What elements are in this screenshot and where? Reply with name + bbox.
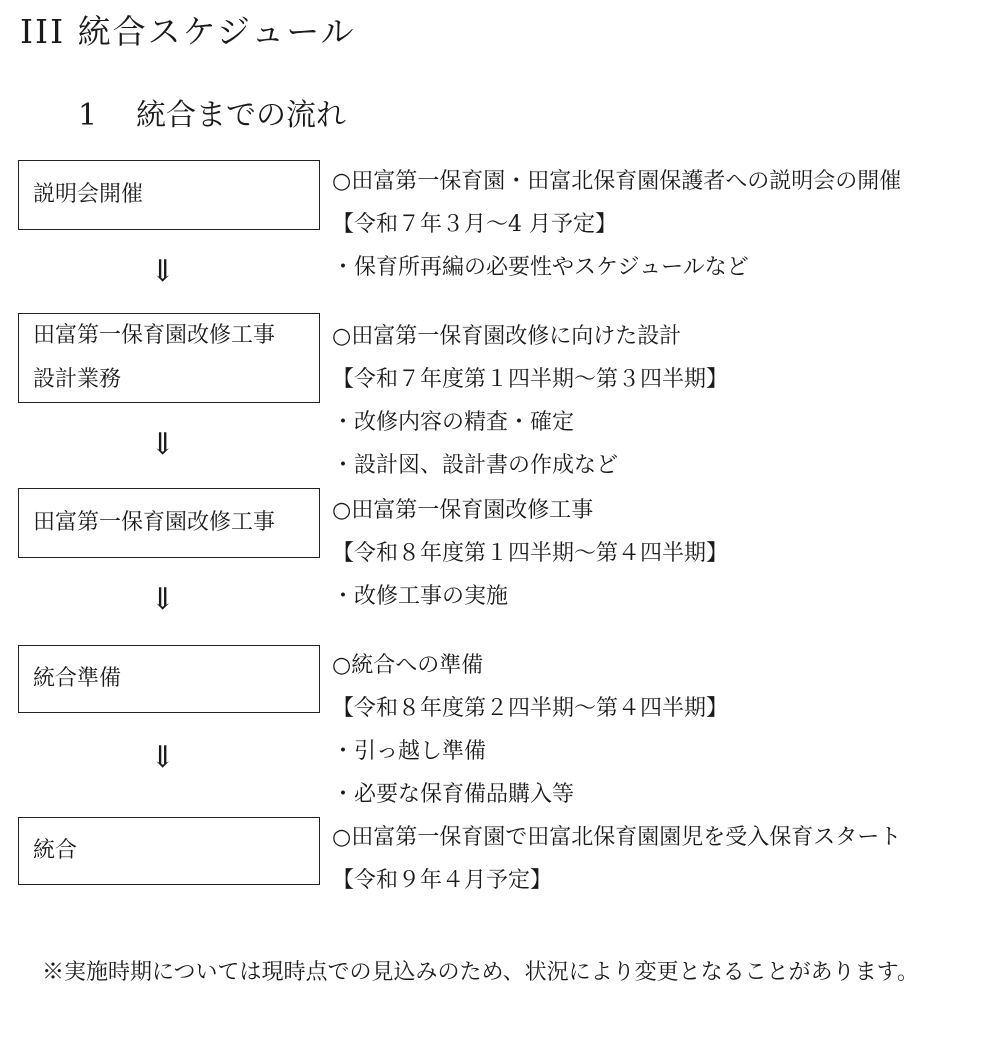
step-box-design-work bbox=[18, 313, 320, 403]
step-box-merger bbox=[18, 817, 320, 885]
step-box-explanation-meeting bbox=[18, 160, 320, 230]
step-description-merger-preparation bbox=[332, 644, 1002, 816]
section-title bbox=[78, 93, 346, 139]
step-desc-line: ・設計図、設計書の作成など bbox=[332, 453, 619, 478]
step-desc-line: ○田富第一保育園で田富北保育園園児を受入保育スタート bbox=[332, 825, 902, 850]
step-desc-line: ・改修工事の実施 bbox=[332, 584, 509, 609]
page-title: III 統合スケジュール bbox=[20, 12, 356, 51]
step-box-label: 田富第一保育園改修工事 bbox=[33, 510, 276, 535]
step-desc-line: 【令和９年４月予定】 bbox=[332, 868, 553, 893]
step-box-label: 設計業務 bbox=[33, 367, 122, 392]
flow-arrow-down: ⇓ bbox=[150, 254, 176, 289]
step-desc-line: ○田富第一保育園改修に向けた設計 bbox=[332, 324, 682, 349]
step-box-label: 説明会開催 bbox=[33, 182, 144, 207]
step-desc-line: ・保育所再編の必要性やスケジュールなど bbox=[332, 255, 749, 280]
step-desc-line: ○田富第一保育園・田富北保育園保護者への説明会の開催 bbox=[332, 169, 902, 194]
step-box-label: 統合準備 bbox=[33, 666, 122, 691]
step-desc-line: ・改修内容の精査・確定 bbox=[332, 410, 575, 435]
step-desc-line: ○田富第一保育園改修工事 bbox=[332, 498, 594, 523]
step-box-renovation-work bbox=[18, 488, 320, 558]
step-description-merger bbox=[332, 816, 1002, 902]
section-heading: 統合までの流れ bbox=[136, 98, 346, 133]
step-desc-line: ○統合への準備 bbox=[332, 653, 484, 678]
step-box-merger-preparation bbox=[18, 645, 320, 713]
step-desc-line: 【令和８年度第１四半期～第４四半期】 bbox=[332, 541, 729, 566]
section-number: 1 bbox=[78, 98, 98, 133]
step-description-renovation-work bbox=[332, 489, 1002, 618]
step-desc-line: 【令和７年度第１四半期～第３四半期】 bbox=[332, 367, 729, 392]
step-description-explanation-meeting bbox=[332, 160, 1002, 289]
flow-arrow-down: ⇓ bbox=[150, 427, 176, 462]
step-description-design-work bbox=[332, 315, 1002, 487]
flow-arrow-down: ⇓ bbox=[150, 740, 176, 775]
flow-arrow-down: ⇓ bbox=[150, 582, 176, 617]
step-box-label: 統合 bbox=[33, 838, 78, 863]
footnote: ※実施時期については現時点での見込みのため、状況により変更となることがあります。 bbox=[42, 960, 919, 985]
step-desc-line: 【令和７年３月～4 月予定】 bbox=[332, 212, 617, 237]
step-desc-line: ・引っ越し準備 bbox=[332, 739, 487, 764]
step-desc-line: ・必要な保育備品購入等 bbox=[332, 782, 575, 807]
step-box-label: 田富第一保育園改修工事 bbox=[33, 323, 276, 348]
step-desc-line: 【令和８年度第２四半期～第４四半期】 bbox=[332, 696, 729, 721]
